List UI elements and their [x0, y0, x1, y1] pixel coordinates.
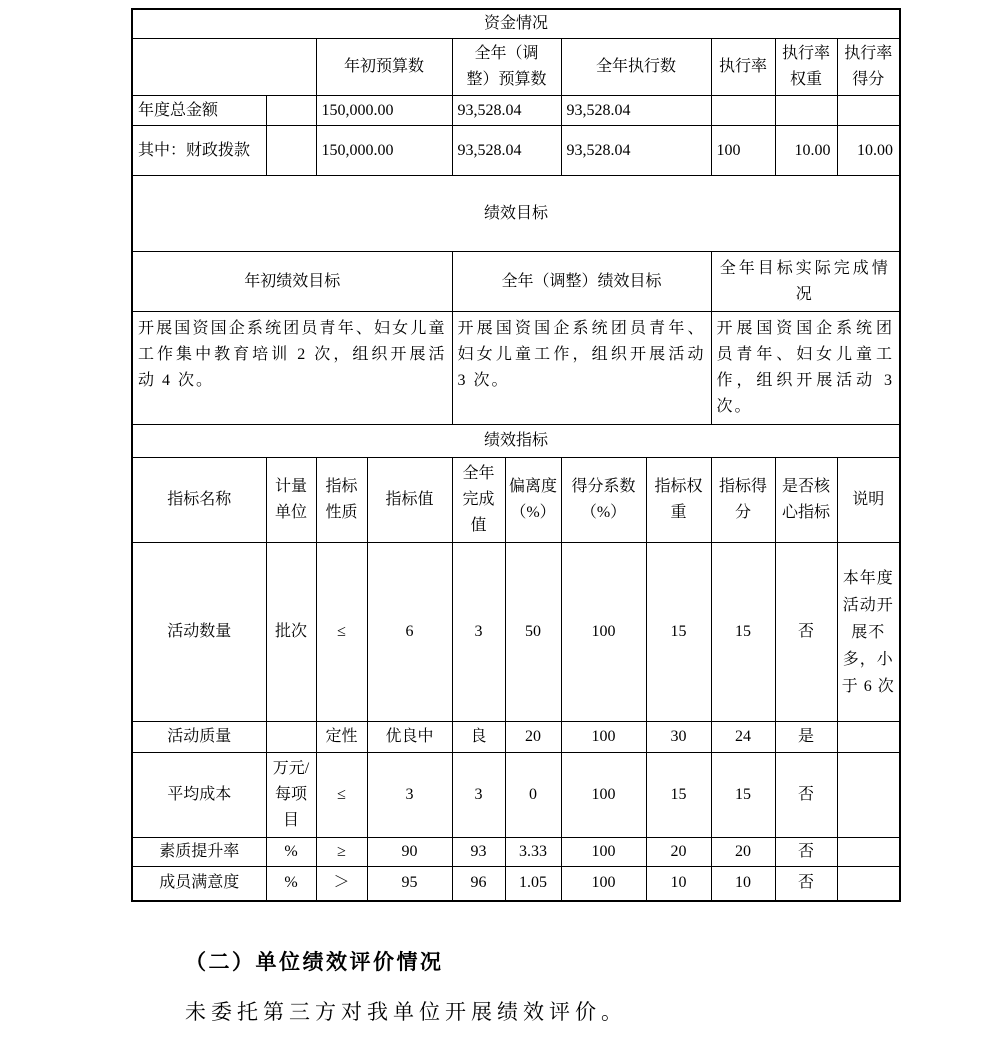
indicator-cell-score: 20	[711, 838, 775, 867]
funding-cell-blank	[266, 126, 316, 176]
funding-cell-rate-score: 10.00	[837, 126, 900, 176]
funding-col-rate-score: 执行率得分	[837, 39, 900, 96]
funding-col-adjusted-budget: 全年（调整）预算数	[452, 39, 561, 96]
section-body-text: 未委托第三方对我单位开展绩效评价。	[185, 1000, 627, 1024]
indicator-cell-completed: 93	[452, 838, 505, 867]
indicator-cell-nature: ≤	[316, 753, 367, 838]
indicator-col-core: 是否核心指标	[775, 458, 837, 543]
indicator-cell-coefficient: 100	[561, 838, 646, 867]
indicator-cell-core: 否	[775, 543, 837, 722]
indicator-cell-nature: 定性	[316, 722, 367, 753]
indicator-cell-core: 否	[775, 867, 837, 901]
indicator-cell-unit: %	[266, 838, 316, 867]
indicator-cell-completed: 3	[452, 543, 505, 722]
funding-col-executed: 全年执行数	[561, 39, 711, 96]
funding-col-rate: 执行率	[711, 39, 775, 96]
indicator-cell-completed: 良	[452, 722, 505, 753]
indicator-col-unit: 计量单位	[266, 458, 316, 543]
indicator-cell-target: 6	[367, 543, 452, 722]
indicator-cell-core: 是	[775, 722, 837, 753]
indicator-cell-coefficient: 100	[561, 753, 646, 838]
indicator-cell-note	[837, 753, 900, 838]
indicator-cell-score: 24	[711, 722, 775, 753]
indicator-col-note: 说明	[837, 458, 900, 543]
indicator-cell-target: 90	[367, 838, 452, 867]
indicator-col-score: 指标得分	[711, 458, 775, 543]
indicator-col-deviation: 偏离度（%）	[505, 458, 561, 543]
indicators-section-title: 绩效指标	[132, 425, 900, 458]
funding-cell-rate: 100	[711, 126, 775, 176]
indicator-cell-name: 平均成本	[132, 753, 266, 838]
funding-cell-initial: 150,000.00	[316, 96, 452, 126]
indicator-cell-score: 15	[711, 543, 775, 722]
indicator-col-completed: 全年完成值	[452, 458, 505, 543]
goals-col-actual: 全年目标实际完成情况	[711, 252, 900, 312]
indicator-cell-completed: 96	[452, 867, 505, 901]
indicator-cell-weight: 15	[646, 543, 711, 722]
funding-cell-executed: 93,528.04	[561, 96, 711, 126]
indicator-cell-weight: 10	[646, 867, 711, 901]
indicator-col-weight: 指标权重	[646, 458, 711, 543]
indicator-cell-name: 活动数量	[132, 543, 266, 722]
indicator-cell-note	[837, 867, 900, 901]
indicator-cell-target: 优良中	[367, 722, 452, 753]
funding-cell-rate-score	[837, 96, 900, 126]
funding-cell-rate-weight: 10.00	[775, 126, 837, 176]
funding-cell-initial: 150,000.00	[316, 126, 452, 176]
indicator-cell-deviation: 20	[505, 722, 561, 753]
indicator-cell-unit: %	[266, 867, 316, 901]
indicator-cell-core: 否	[775, 753, 837, 838]
indicator-cell-note	[837, 838, 900, 867]
indicator-cell-completed: 3	[452, 753, 505, 838]
indicator-cell-target: 95	[367, 867, 452, 901]
indicator-cell-name: 素质提升率	[132, 838, 266, 867]
goals-col-initial: 年初绩效目标	[132, 252, 452, 312]
indicator-cell-nature: ≥	[316, 838, 367, 867]
section-heading: （二）单位绩效评价情况	[185, 950, 444, 974]
indicator-cell-deviation: 0	[505, 753, 561, 838]
indicator-cell-nature: ＞	[316, 867, 367, 901]
indicator-cell-weight: 20	[646, 838, 711, 867]
indicator-col-target: 指标值	[367, 458, 452, 543]
funding-row-label: 其中：财政拨款	[132, 126, 266, 176]
indicator-cell-score: 15	[711, 753, 775, 838]
indicator-col-nature: 指标性质	[316, 458, 367, 543]
performance-table	[131, 8, 901, 902]
indicator-cell-coefficient: 100	[561, 867, 646, 901]
indicator-cell-note: 本年度活动开展不多，小于 6 次	[837, 543, 900, 722]
funding-cell-blank	[266, 96, 316, 126]
indicator-cell-name: 活动质量	[132, 722, 266, 753]
indicator-cell-score: 10	[711, 867, 775, 901]
indicator-cell-name: 成员满意度	[132, 867, 266, 901]
funding-cell-rate	[711, 96, 775, 126]
indicator-cell-weight: 15	[646, 753, 711, 838]
funding-cell-executed: 93,528.04	[561, 126, 711, 176]
goals-value-initial: 开展国资国企系统团员青年、妇女儿童工作集中教育培训 2 次，组织开展活动 4 次。	[132, 312, 452, 425]
goals-col-adjusted: 全年（调整）绩效目标	[452, 252, 711, 312]
funding-row-label: 年度总金额	[132, 96, 266, 126]
funding-cell-adjusted: 93,528.04	[452, 126, 561, 176]
indicator-cell-coefficient: 100	[561, 543, 646, 722]
indicator-cell-nature: ≤	[316, 543, 367, 722]
indicator-col-coefficient: 得分系数（%）	[561, 458, 646, 543]
goals-value-actual: 开展国资国企系统团员青年、妇女儿童工作，组织开展活动 3 次。	[711, 312, 900, 425]
indicator-cell-deviation: 1.05	[505, 867, 561, 901]
indicator-cell-unit: 万元/每项目	[266, 753, 316, 838]
indicator-cell-note	[837, 722, 900, 753]
funding-cell-rate-weight	[775, 96, 837, 126]
indicator-cell-unit: 批次	[266, 543, 316, 722]
funding-cell-adjusted: 93,528.04	[452, 96, 561, 126]
indicator-cell-coefficient: 100	[561, 722, 646, 753]
funding-col-initial-budget: 年初预算数	[316, 39, 452, 96]
goals-value-adjusted: 开展国资国企系统团员青年、妇女儿童工作，组织开展活动 3 次。	[452, 312, 711, 425]
funding-col-rate-weight: 执行率权重	[775, 39, 837, 96]
funding-section-title: 资金情况	[132, 9, 900, 39]
indicator-col-name: 指标名称	[132, 458, 266, 543]
indicator-cell-core: 否	[775, 838, 837, 867]
indicator-cell-deviation: 3.33	[505, 838, 561, 867]
indicator-cell-weight: 30	[646, 722, 711, 753]
indicator-cell-unit	[266, 722, 316, 753]
goals-section-title: 绩效目标	[132, 176, 900, 252]
funding-header-blank	[132, 39, 316, 96]
indicator-cell-target: 3	[367, 753, 452, 838]
indicator-cell-deviation: 50	[505, 543, 561, 722]
